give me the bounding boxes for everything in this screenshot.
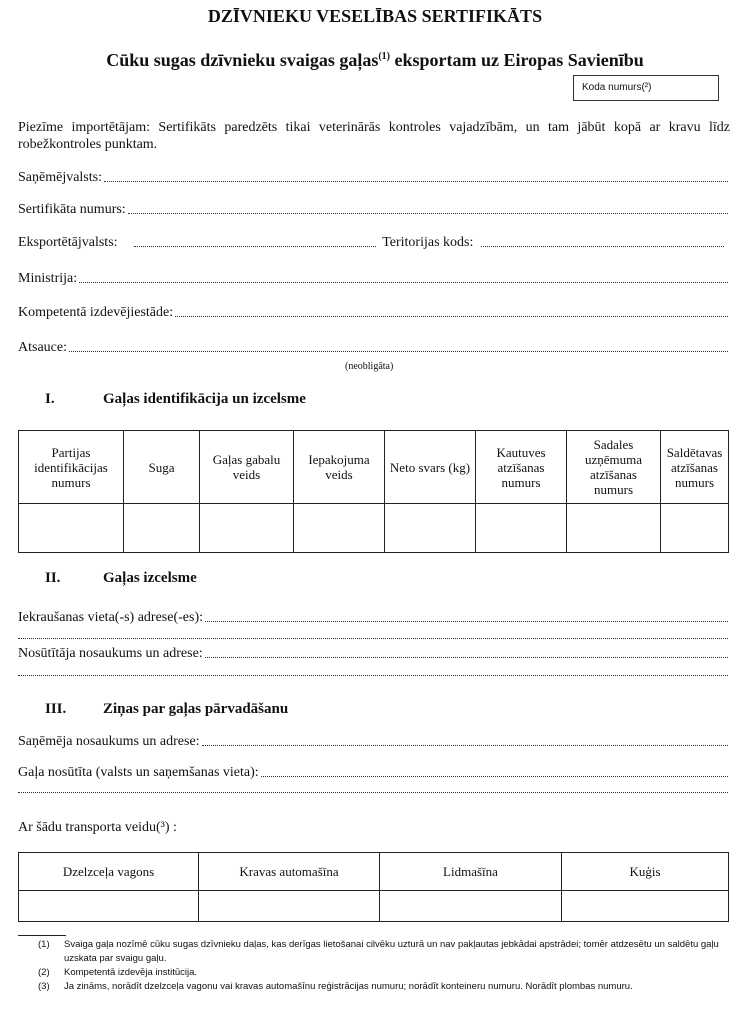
dotted-line[interactable] xyxy=(18,638,728,639)
field-label: Gaļa nosūtīta (valsts un saņemšanas vieta): xyxy=(18,765,259,780)
importer-note: Piezīme importētājam: Sertifikāts paredzēts tikai veterinārās kontroles vajadzībām, un tam jābūt kopā ar kravu līdz robežkontroles punktam. xyxy=(18,120,730,152)
field-loading-place[interactable] xyxy=(18,610,728,626)
field-label: Iekraušanas vieta(-s) adrese(-es): xyxy=(18,610,204,625)
column-header: Saldētavas atzīšanas numurs xyxy=(661,431,729,504)
column-header: Dzelzceļa vagons xyxy=(19,853,199,891)
meat-identification-table xyxy=(18,430,729,553)
optional-note: (neobligāta) xyxy=(345,361,394,372)
transport-table xyxy=(18,852,729,922)
table-row xyxy=(19,504,729,553)
table-cell[interactable] xyxy=(567,504,661,553)
footnote-text: Kompetentā izdevēja institūcija. xyxy=(64,967,198,978)
field-label: Ministrija: xyxy=(18,271,78,286)
table-row xyxy=(19,891,729,922)
column-header: Neto svars (kg) xyxy=(385,431,476,504)
column-header: Kravas automašīna xyxy=(199,853,380,891)
territory-code-label: Teritorijas kods: xyxy=(382,235,474,250)
table-cell[interactable] xyxy=(294,504,385,553)
footnote-ref: (1) xyxy=(378,51,391,62)
table-cell[interactable] xyxy=(19,891,199,922)
footnote xyxy=(38,966,728,980)
field-sender[interactable] xyxy=(18,646,728,662)
column-header: Partijas identifikācijas numurs xyxy=(19,431,124,504)
footnote xyxy=(38,980,728,994)
field-label: Kompetentā izdevējiestāde: xyxy=(18,305,174,320)
section-number: I. xyxy=(45,391,55,407)
table-header-row xyxy=(19,431,729,504)
transport-label: Ar šādu transporta veidu(³) : xyxy=(18,820,177,835)
table-cell[interactable] xyxy=(19,504,124,553)
section-number: III. xyxy=(45,701,67,717)
field-reference[interactable] xyxy=(18,340,728,356)
field-country-dest[interactable] xyxy=(18,170,728,186)
field-cert-number[interactable] xyxy=(18,202,728,218)
table-cell[interactable] xyxy=(476,504,567,553)
field-sent-to[interactable] xyxy=(18,765,728,781)
footnote-number: (1) xyxy=(38,939,50,950)
section-title: Gaļas izcelsme xyxy=(103,570,197,586)
column-header: Gaļas gabalu veids xyxy=(200,431,294,504)
table-cell[interactable] xyxy=(661,504,729,553)
footnote-text: Ja zināms, norādīt dzelzceļa vagonu vai kravas automašīnu reģistrācijas numuru; norādīt konteineru numuru. Norādīt plombas numuru. xyxy=(64,981,633,992)
subtitle-text-rest: eksportam uz Eiropas Savienību xyxy=(390,50,644,70)
field-label: Saņēmēja nosaukums un adrese: xyxy=(18,734,200,749)
table-cell[interactable] xyxy=(124,504,200,553)
footnote-text: Svaiga gaļa nozīmē cūku sugas dzīvnieku daļas, kas derīgas lietošanai cilvēku uzturā un nav pakļautas jebkādai apstrādei; tomēr atdzesētu un saldētu gaļu uzskata par svaigu gaļu. xyxy=(64,939,719,964)
column-header: Kautuves atzīšanas numurs xyxy=(476,431,567,504)
field-label: Eksportētājvalsts: xyxy=(18,235,118,250)
dotted-line[interactable] xyxy=(18,792,728,793)
section-title: Gaļas identifikācija un izcelsme xyxy=(103,391,306,407)
column-header: Suga xyxy=(124,431,200,504)
footnote-number: (3) xyxy=(38,981,50,992)
table-cell[interactable] xyxy=(562,891,729,922)
document-title: DZĪVNIEKU VESELĪBAS SERTIFIKĀTS xyxy=(207,6,543,26)
column-header: Lidmašīna xyxy=(380,853,562,891)
subtitle-text: Cūku sugas dzīvnieku svaigas gaļas xyxy=(106,50,379,70)
table-header-row xyxy=(19,853,729,891)
section-title: Ziņas par gaļas pārvadāšanu xyxy=(103,701,289,717)
table-cell[interactable] xyxy=(380,891,562,922)
field-authority[interactable] xyxy=(18,305,728,321)
field-ministry[interactable] xyxy=(18,271,728,287)
section-number: II. xyxy=(45,570,61,586)
column-header: Sadales uzņēmuma atzīšanas numurs xyxy=(567,431,661,504)
table-cell[interactable] xyxy=(200,504,294,553)
footnote xyxy=(38,938,728,966)
column-header: Kuģis xyxy=(562,853,729,891)
code-number-box[interactable]: Koda numurs(²) xyxy=(573,75,719,101)
field-country-export[interactable] xyxy=(18,235,728,251)
field-label: Saņēmējvalsts: xyxy=(18,170,102,185)
table-cell[interactable] xyxy=(199,891,380,922)
document-subtitle xyxy=(0,50,750,71)
field-label: Sertifikāta numurs: xyxy=(18,202,126,217)
dotted-line[interactable] xyxy=(18,675,728,676)
column-header: Iepakojuma veids xyxy=(294,431,385,504)
field-label: Nosūtītāja nosaukums un adrese: xyxy=(18,646,203,661)
table-cell[interactable] xyxy=(385,504,476,553)
field-recipient[interactable] xyxy=(18,734,728,750)
footnote-divider xyxy=(18,935,66,936)
field-label: Atsauce: xyxy=(18,340,67,355)
footnote-number: (2) xyxy=(38,967,50,978)
